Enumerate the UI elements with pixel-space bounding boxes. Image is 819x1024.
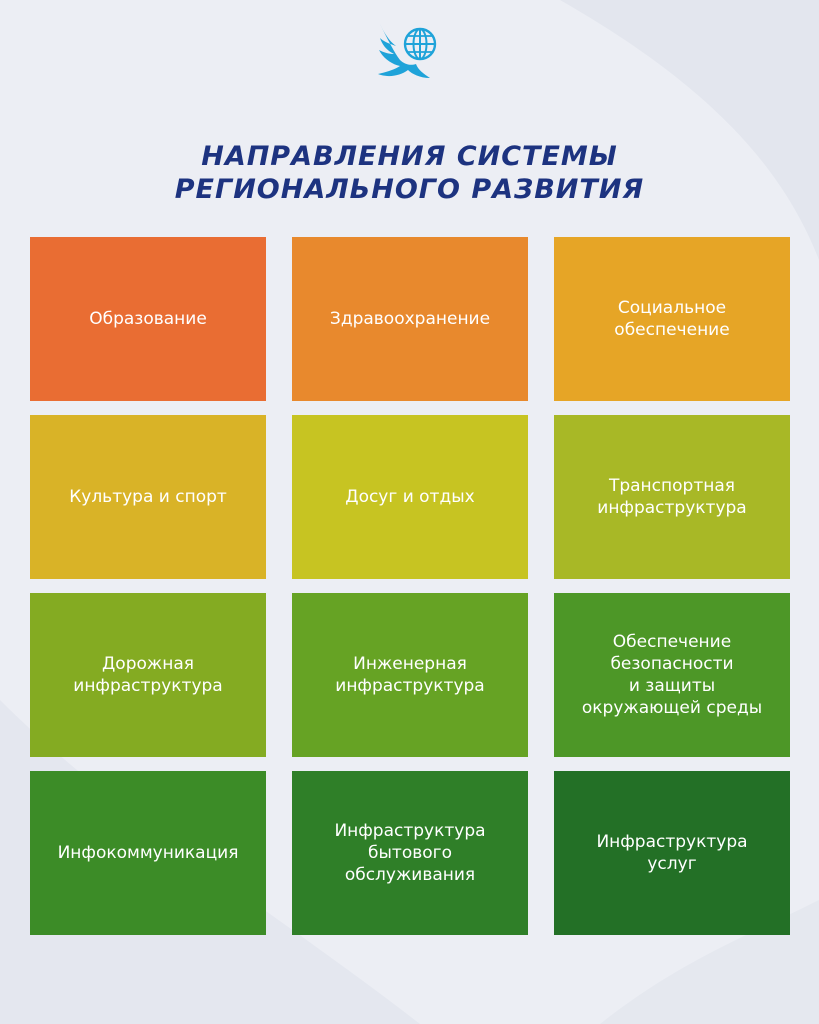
directions-grid — [30, 237, 790, 935]
tile-services-infrastructure: Инфраструктура услуг — [554, 771, 790, 935]
page-title — [0, 140, 819, 206]
tile-social-security: Социальное обеспечение — [554, 237, 790, 401]
tile-leisure: Досуг и отдых — [292, 415, 528, 579]
tile-consumer-services-infrastructure: Инфраструктура бытового обслуживания — [292, 771, 528, 935]
tile-road-infrastructure: Дорожная инфраструктура — [30, 593, 266, 757]
page-title-line-2: РЕГИОНАЛЬНОГО РАЗВИТИЯ — [174, 174, 645, 205]
tile-culture-sport: Культура и спорт — [30, 415, 266, 579]
tile-safety-environment: Обеспечение безопасности и защиты окружающей среды — [554, 593, 790, 757]
tile-transport-infrastructure: Транспортная инфраструктура — [554, 415, 790, 579]
globe-with-eagle-icon — [374, 22, 440, 82]
tile-education: Образование — [30, 237, 266, 401]
tile-engineering-infrastructure: Инженерная инфраструктура — [292, 593, 528, 757]
tile-healthcare: Здравоохранение — [292, 237, 528, 401]
tile-infocommunication: Инфокоммуникация — [30, 771, 266, 935]
page-title-line-1: НАПРАВЛЕНИЯ СИСТЕМЫ — [201, 141, 618, 172]
